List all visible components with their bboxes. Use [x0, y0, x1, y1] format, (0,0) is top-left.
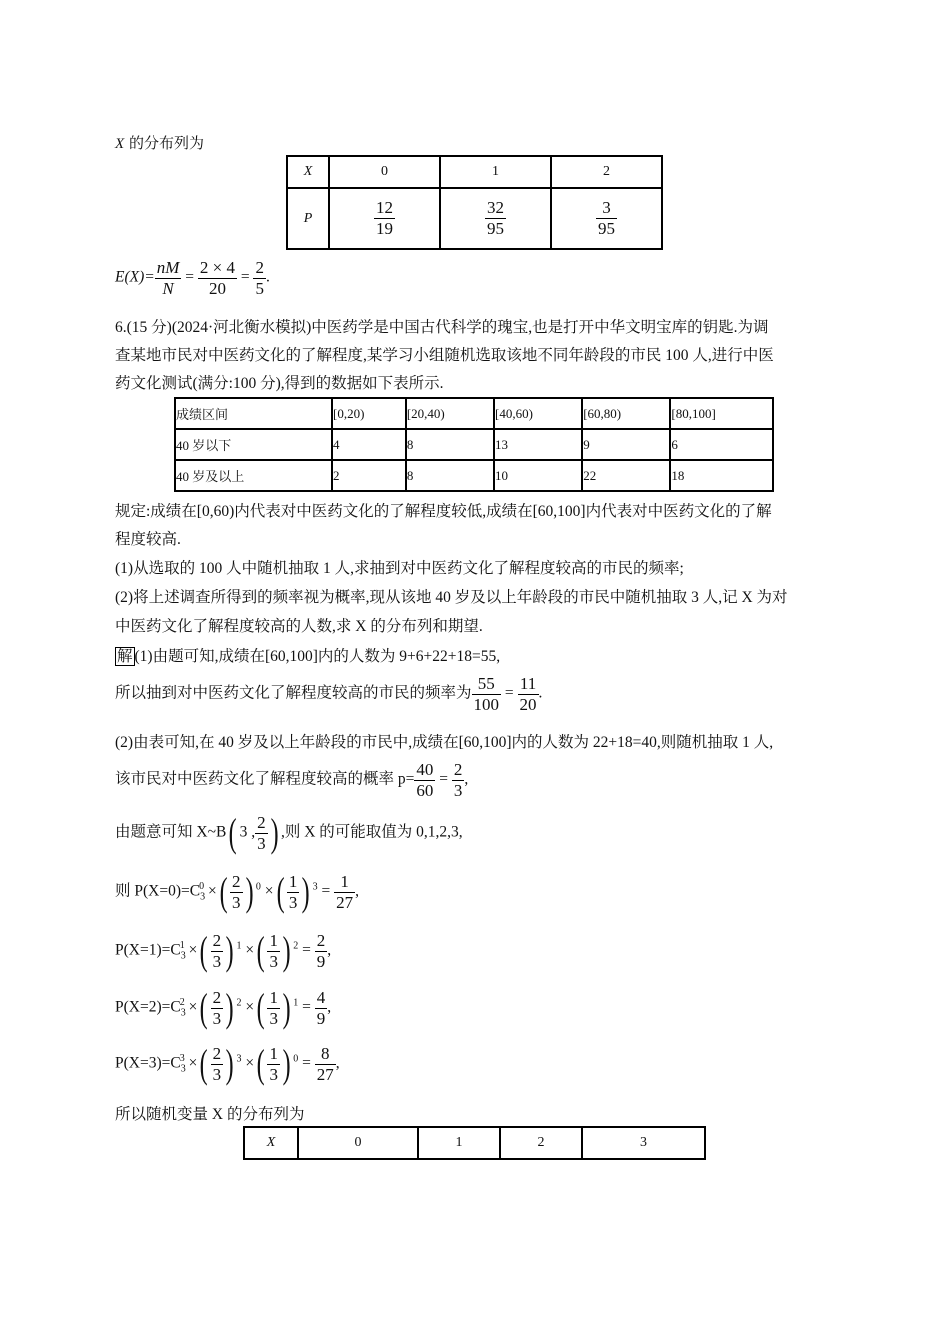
- score-cell: 10: [494, 460, 582, 491]
- prob-x0: 则 $P(X=0)=C_3^0$ ×( $\frac{2}{3}$ ) $^0$ ×( $\frac{1}{3}$ ) $^3$ = $\frac{1}{27}$ ,: [115, 869, 360, 915]
- dist-table-2: [243, 1126, 706, 1160]
- table-header-cell: 0: [329, 156, 440, 188]
- rule-line: 规定:成绩在[0,60)内代表对中医药文化的了解程度较低,成绩在[60,100]内代表对中医药文化的了解: [115, 503, 772, 520]
- prob-x2: $P(X=2)=C_3^2$ ×( $\frac{2}{3}$ ) $^2$ ×( $\frac{1}{3}$ ) $^1$ = $\frac{4}{9}$ ,: [115, 985, 332, 1031]
- table-header-cell: 1: [418, 1127, 500, 1159]
- solution-badge: 解: [117, 648, 133, 665]
- prob-x3: $P(X=3)=C_3^3$ ×( $\frac{2}{3}$ ) $^3$ ×( $\frac{1}{3}$ ) $^0$ = $\frac{8}{27}$ ,: [115, 1041, 340, 1087]
- table-header-cell: 2: [551, 156, 662, 188]
- score-cell: 9: [582, 429, 670, 460]
- table-header-cell: 2: [500, 1127, 582, 1159]
- problem-line: 6.(15 分)(2024·河北衡水模拟)中医药学是中国古代科学的瑰宝,也是打开中华文明宝库的钥匙.为调: [115, 319, 769, 336]
- score-table: [174, 397, 774, 492]
- score-header: [0,20): [332, 398, 406, 429]
- score-cell: 13: [494, 429, 582, 460]
- table-header-x: X: [244, 1127, 298, 1159]
- problem-line: 查某地市民对中医药文化的了解程度,某学习小组随机选取该地不同年龄段的市民 100 人,进行中医: [115, 347, 774, 364]
- score-header: [20,40): [406, 398, 494, 429]
- score-cell: 8: [406, 429, 494, 460]
- table-header-cell: 3: [582, 1127, 705, 1159]
- table-header-cell: 0: [298, 1127, 418, 1159]
- score-cell: 4: [332, 429, 406, 460]
- dist-table-1: [286, 155, 663, 250]
- score-row-label: 40 岁及以上: [175, 460, 332, 491]
- question-2: (2)将上述调查所得到的频率视为概率,现从该地 40 岁及以上年龄段的市民中随机抽取 3 人,记 X 为对: [115, 589, 788, 606]
- rule-line: 程度较高.: [115, 531, 181, 548]
- var-x: X: [115, 136, 125, 152]
- binomial-line: 由题意可知 X~B( 3 , $\frac{2}{3}$ ) ,则 X 的可能取值为 0,1,2,3,: [115, 810, 463, 856]
- solution-step-2: (2)由表可知,在 40 岁及以上年龄段的市民中,成绩在[60,100]内的人数为 22+18=40,则随机抽取 1 人,: [115, 734, 774, 751]
- prob-cell: $\frac{3}{95}$: [551, 188, 662, 249]
- dist-intro: X 的分布列为: [115, 134, 204, 152]
- final-intro: 所以随机变量 X 的分布列为: [115, 1106, 305, 1123]
- table-header-x: X: [287, 156, 329, 188]
- table-p-label: P: [287, 188, 329, 249]
- prob-x1: $P(X=1)=C_3^1$ ×( $\frac{2}{3}$ ) $^1$ ×( $\frac{1}{3}$ ) $^2$ = $\frac{2}{9}$ ,: [115, 928, 332, 974]
- score-cell: 8: [406, 460, 494, 491]
- score-row-label: 40 岁以下: [175, 429, 332, 460]
- solution-step-1b: 所以抽到对中医药文化了解程度较高的市民的频率为 $\frac{55}{100}$ = $\frac{11}{20}$ .: [115, 674, 543, 714]
- score-cell: 6: [670, 429, 773, 460]
- prob-cell: $\frac{32}{95}$: [440, 188, 551, 249]
- score-cell: 18: [670, 460, 773, 491]
- score-header: [40,60): [494, 398, 582, 429]
- prob-cell: $\frac{12}{19}$: [329, 188, 440, 249]
- problem-line: 药文化测试(满分:100 分),得到的数据如下表所示.: [115, 375, 444, 392]
- question-1: (1)从选取的 100 人中随机抽取 1 人,求抽到对中医药文化了解程度较高的市民的频率;: [115, 560, 684, 577]
- solution-step-1: 解 (1)由题可知,成绩在[60,100]内的人数为 9+6+22+18=55,: [117, 648, 501, 665]
- score-header: [80,100]: [670, 398, 773, 429]
- table-header-cell: 1: [440, 156, 551, 188]
- score-header: [60,80): [582, 398, 670, 429]
- score-cell: 22: [582, 460, 670, 491]
- score-cell: 2: [332, 460, 406, 491]
- expectation-formula: E(X)= $\frac{nM}{N}$ = $\frac{2 \times 4}{20}$ = $\frac{2}{5}$ .: [115, 258, 270, 298]
- question-2-cont: 中医药文化了解程度较高的人数,求 X 的分布列和期望.: [115, 618, 483, 635]
- score-header: 成绩区间: [175, 398, 332, 429]
- solution-step-2b: 该市民对中医药文化了解程度较高的概率 p= $\frac{40}{60}$ = $\frac{2}{3}$ ,: [115, 760, 469, 800]
